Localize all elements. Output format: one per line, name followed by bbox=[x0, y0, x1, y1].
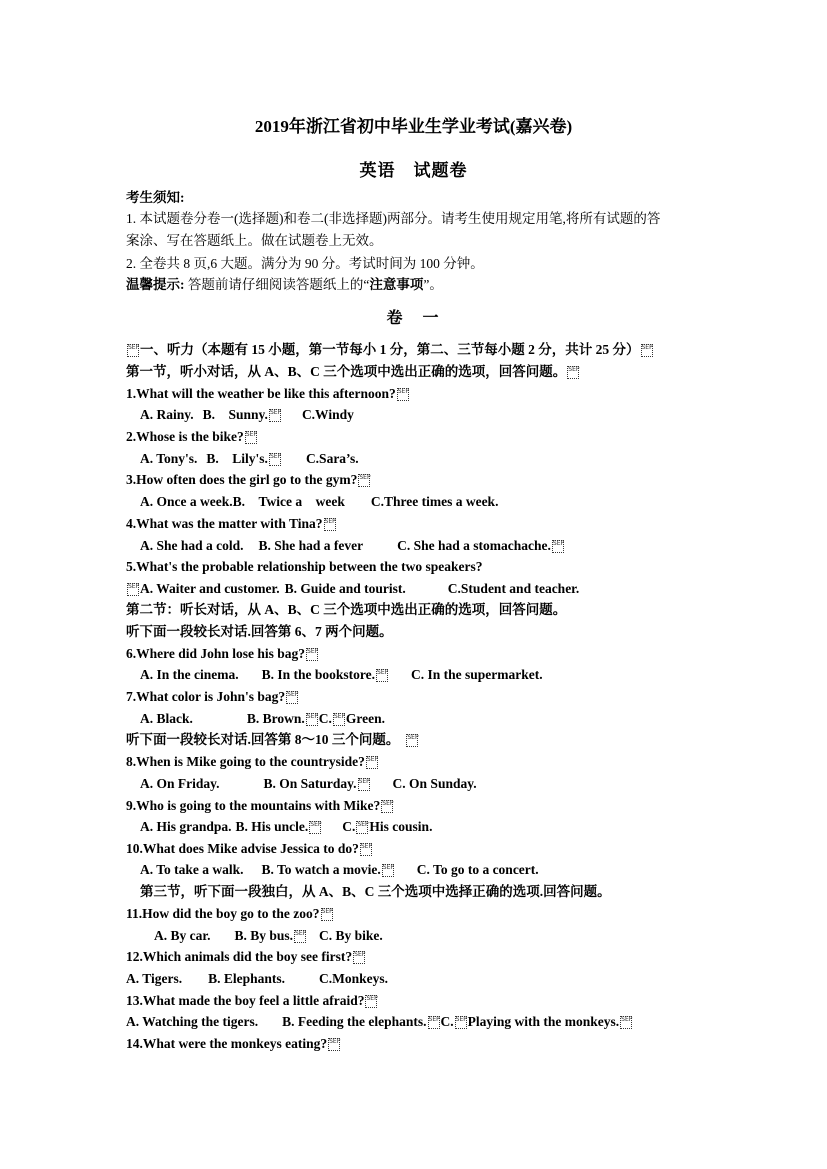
option-a: A. Tigers. bbox=[126, 971, 183, 986]
sep-icon: SEP bbox=[333, 713, 345, 726]
sep-icon: SEP bbox=[306, 648, 318, 661]
option-b: B. She had a fever bbox=[258, 538, 364, 553]
sep-icon: SEP bbox=[455, 1016, 467, 1029]
sep-icon: SEP bbox=[366, 756, 378, 769]
part-3-instruction: 第三节，听下面一段独白，从 A、B、C 三个选项中选择正确的选项.回答问题。 bbox=[140, 884, 611, 899]
tip-emphasis: 注意事项 bbox=[369, 277, 424, 292]
section-juan-1: 卷 一 bbox=[386, 310, 441, 327]
question-text: 2.Whose is the bike? bbox=[126, 429, 244, 444]
sep-icon: SEP bbox=[269, 453, 281, 466]
question-10-options bbox=[140, 861, 539, 879]
notice-tip bbox=[126, 276, 443, 294]
question-text: 9.Who is going to the mountains with Mike? bbox=[126, 798, 381, 813]
sep-icon: SEP bbox=[552, 540, 564, 553]
option-a: A. Once a week. bbox=[140, 494, 233, 509]
part-1-instruction bbox=[126, 363, 580, 381]
sep-icon: SEP bbox=[358, 778, 370, 791]
sep-icon: SEP bbox=[365, 995, 377, 1008]
question-2 bbox=[126, 428, 258, 446]
option-c-label: C. bbox=[342, 819, 356, 834]
notice-item-2: 2. 全卷共 8 页,6 大题。满分为 90 分。考试时间为 100 分钟。 bbox=[126, 256, 484, 271]
option-b: B. To watch a movie. bbox=[261, 862, 381, 877]
question-text: 1.What will the weather be like this afternoon? bbox=[126, 386, 396, 401]
question-text: 11.How did the boy go to the zoo? bbox=[126, 906, 320, 921]
option-c: C. She had a stomachache. bbox=[397, 538, 551, 553]
question-text: 12.Which animals did the boy see first? bbox=[126, 949, 353, 964]
sep-icon: SEP bbox=[353, 951, 365, 964]
option-b: B. On Saturday. bbox=[263, 776, 357, 791]
question-11-options bbox=[154, 927, 383, 945]
sep-icon: SEP bbox=[245, 431, 257, 444]
option-b: B. Brown. bbox=[246, 711, 305, 726]
question-6 bbox=[126, 645, 319, 663]
question-7-options bbox=[140, 710, 385, 728]
option-a: A. Rainy. bbox=[140, 407, 194, 422]
sep-icon: SEP bbox=[567, 366, 579, 379]
question-9-options bbox=[140, 818, 432, 836]
option-c: C. In the supermarket. bbox=[411, 667, 543, 682]
question-4 bbox=[126, 515, 337, 533]
sep-icon: SEP bbox=[309, 821, 321, 834]
sep-icon: SEP bbox=[620, 1016, 632, 1029]
question-1 bbox=[126, 385, 410, 403]
question-text: 6.Where did John lose his bag? bbox=[126, 646, 306, 661]
option-c-label: C. bbox=[318, 711, 332, 726]
question-12 bbox=[126, 948, 366, 966]
question-text: 3.How often does the girl go to the gym? bbox=[126, 472, 358, 487]
sep-icon: SEP bbox=[294, 930, 306, 943]
question-text: 10.What does Mike advise Jessica to do? bbox=[126, 841, 359, 856]
dialog-2-instruction bbox=[126, 731, 419, 749]
option-c: C.Student and teacher. bbox=[447, 581, 580, 596]
question-3-options bbox=[140, 493, 498, 511]
question-5-options bbox=[126, 580, 579, 598]
option-c: C. By bike. bbox=[319, 928, 383, 943]
sep-icon: SEP bbox=[376, 669, 388, 682]
question-11 bbox=[126, 905, 334, 923]
option-a: A. His grandpa. bbox=[140, 819, 232, 834]
question-13-options bbox=[126, 1013, 633, 1031]
option-b: B. Elephants. bbox=[208, 971, 286, 986]
question-text: 14.What were the monkeys eating? bbox=[126, 1036, 328, 1051]
sep-icon: SEP bbox=[397, 388, 409, 401]
option-c: C. To go to a concert. bbox=[416, 862, 539, 877]
question-text: 4.What was the matter with Tina? bbox=[126, 516, 323, 531]
listening-header-text: 一、听力（本题有 15 小题，第一节每小 1 分，第二、三节每小题 2 分，共计 25 分） bbox=[140, 342, 640, 357]
notice-heading: 考生须知: bbox=[126, 190, 185, 205]
dialog-1-instruction: 听下面一段较长对话.回答第 6、7 两个问题。 bbox=[126, 624, 393, 639]
option-b: B. His uncle. bbox=[235, 819, 309, 834]
question-3 bbox=[126, 471, 371, 489]
sep-icon: SEP bbox=[269, 409, 281, 422]
listening-header bbox=[126, 341, 654, 359]
question-13 bbox=[126, 992, 378, 1010]
sep-icon: SEP bbox=[358, 474, 370, 487]
option-a: A. Tony's. bbox=[140, 451, 198, 466]
option-b: B. Sunny. bbox=[202, 407, 268, 422]
sep-icon: SEP bbox=[406, 734, 418, 747]
sep-icon: SEP bbox=[306, 713, 318, 726]
option-c: C. On Sunday. bbox=[392, 776, 477, 791]
option-a: A. To take a walk. bbox=[140, 862, 244, 877]
option-b: B. Guide and tourist. bbox=[284, 581, 406, 596]
notice-item-1: 1. 本试题卷分卷一(选择题)和卷二(非选择题)两部分。请考生使用规定用笔,将所有试题的答 bbox=[126, 211, 661, 226]
sep-icon: SEP bbox=[381, 800, 393, 813]
page-subtitle: 英语 试题卷 bbox=[359, 161, 468, 180]
tip-text-end: ”。 bbox=[423, 277, 443, 292]
sep-icon: SEP bbox=[382, 864, 394, 877]
option-c: Green. bbox=[345, 711, 386, 726]
question-7 bbox=[126, 688, 299, 706]
question-text: 13.What made the boy feel a little afraid? bbox=[126, 993, 365, 1008]
question-6-options bbox=[140, 666, 543, 684]
sep-icon: SEP bbox=[127, 344, 139, 357]
question-text: 7.What color is John's bag? bbox=[126, 689, 286, 704]
option-a: A. Waiter and customer. bbox=[140, 581, 280, 596]
option-a: A. Watching the tigers. bbox=[126, 1014, 259, 1029]
option-c: His cousin. bbox=[369, 819, 433, 834]
tip-text: 答题前请仔细阅读答题纸上的“ bbox=[184, 277, 370, 292]
option-b: B. By bus. bbox=[234, 928, 294, 943]
sep-icon: SEP bbox=[328, 1038, 340, 1051]
option-c-label: C. bbox=[440, 1014, 454, 1029]
option-b: B. Twice a week bbox=[232, 494, 345, 509]
question-8-options bbox=[140, 775, 477, 793]
sep-icon: SEP bbox=[321, 908, 333, 921]
option-b: B. Feeding the elephants. bbox=[282, 1014, 427, 1029]
option-c: Playing with the monkeys. bbox=[467, 1014, 620, 1029]
option-b: B. Lily's. bbox=[206, 451, 268, 466]
dialog-2-text: 听下面一段较长对话.回答第 8～10 三个问题。 bbox=[126, 732, 400, 747]
question-10 bbox=[126, 840, 373, 858]
sep-icon: SEP bbox=[641, 344, 653, 357]
option-a: A. She had a cold. bbox=[140, 538, 244, 553]
question-1-options bbox=[140, 406, 354, 424]
option-c: C.Sara’s. bbox=[305, 451, 359, 466]
part-2-instruction: 第二节：听长对话，从 A、B、C 三个选项中选出正确的选项，回答问题。 bbox=[126, 602, 567, 617]
option-a: A. Black. bbox=[140, 711, 193, 726]
question-4-options bbox=[140, 537, 565, 555]
question-9 bbox=[126, 797, 394, 815]
option-c: C.Monkeys. bbox=[319, 971, 389, 986]
sep-icon: SEP bbox=[356, 821, 368, 834]
option-b: B. In the bookstore. bbox=[261, 667, 376, 682]
question-5: 5.What's the probable relationship between the two speakers? bbox=[126, 559, 483, 574]
part-1-text: 第一节，听小对话，从 A、B、C 三个选项中选出正确的选项，回答问题。 bbox=[126, 364, 567, 379]
sep-icon: SEP bbox=[360, 843, 372, 856]
question-12-options bbox=[126, 970, 388, 988]
option-c: C.Windy bbox=[301, 407, 354, 422]
page-title: 2019年浙江省初中毕业生学业考试(嘉兴卷) bbox=[254, 117, 573, 136]
sep-icon: SEP bbox=[428, 1016, 440, 1029]
tip-label: 温馨提示: bbox=[126, 277, 185, 292]
option-a: A. On Friday. bbox=[140, 776, 220, 791]
option-a: A. In the cinema. bbox=[140, 667, 239, 682]
sep-icon: SEP bbox=[286, 691, 298, 704]
sep-icon: SEP bbox=[324, 518, 336, 531]
option-a: A. By car. bbox=[154, 928, 211, 943]
question-text: 8.When is Mike going to the countryside? bbox=[126, 754, 365, 769]
option-c: C.Three times a week. bbox=[370, 494, 499, 509]
sep-icon: SEP bbox=[127, 583, 139, 596]
question-8 bbox=[126, 753, 379, 771]
question-14 bbox=[126, 1035, 341, 1053]
question-2-options bbox=[140, 450, 359, 468]
notice-item-1-cont: 案涂、写在答题纸上。做在试题卷上无效。 bbox=[126, 233, 383, 248]
